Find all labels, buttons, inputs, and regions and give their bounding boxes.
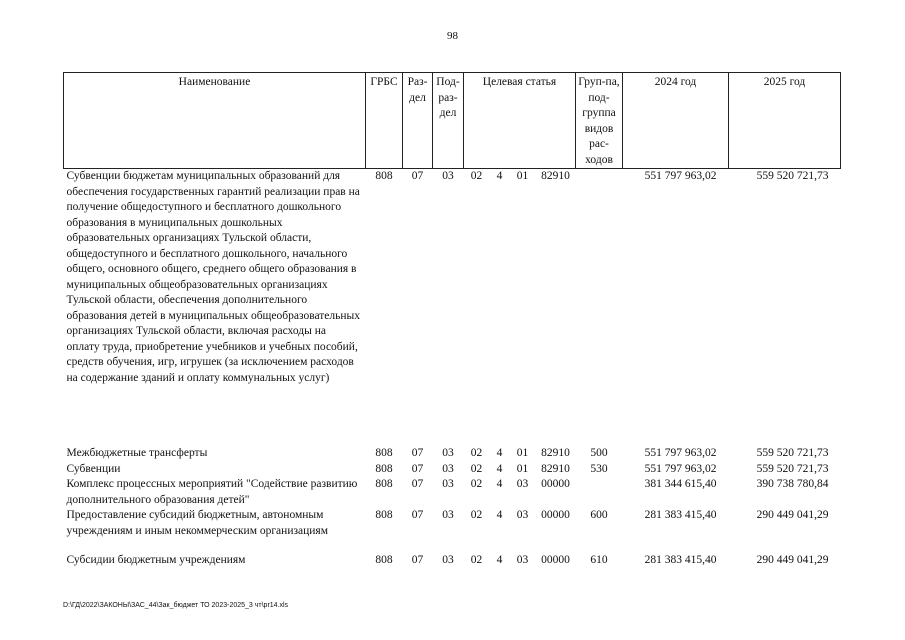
header-name: Наименование (64, 73, 366, 169)
row-target-4: 00000 (541, 509, 570, 521)
row-podrazdel: 03 (442, 170, 454, 182)
row-group (576, 477, 623, 508)
row-2025: 290 449 041,29 (756, 554, 829, 566)
row-group: 610 (590, 554, 608, 566)
row-razdel: 07 (411, 478, 424, 490)
row-podrazdel: 03 (442, 509, 454, 521)
budget-table (63, 72, 841, 569)
header-grbs: ГРБС (366, 73, 403, 169)
row-grbs: 808 (375, 478, 393, 490)
row-target-4: 82910 (541, 447, 570, 459)
row-name: Субвенции (66, 462, 121, 475)
row-2024: 281 383 415,40 (644, 554, 717, 566)
row-target-3: 01 (516, 170, 529, 182)
row-2025: 390 738 780,84 (756, 478, 829, 490)
row-target-1: 02 (470, 170, 483, 182)
row-razdel: 07 (411, 462, 424, 475)
header-2024: 2024 год (623, 73, 729, 169)
row-2025: 290 449 041,29 (756, 509, 829, 521)
header-2025: 2025 год (729, 73, 841, 169)
row-razdel: 07 (411, 170, 424, 182)
row-target-1: 02 (470, 478, 483, 490)
row-2024: 551 797 963,02 (644, 462, 717, 475)
table-row (64, 508, 841, 539)
row-group: 500 (590, 447, 608, 459)
row-name: Субвенции бюджетам муниципальных образований для обеспечения государственных гарантий реализации прав на получение общедоступного и бесплатного дошкольного образования в муниципальных дошкольных образовательных организациях Тульской области, общедоступного и бесплатного дошкольного, начального общего, основного общего, среднего общего образования в муниципальных общеобразовательных организациях Тульской области, обеспечения дополнительного образования детей в муниципальных общеобразовательных организациях Тульской области, включая расходы на оплату труда, приобретение учебников и учебных пособий, средств обучения, игр, игрушек (за исключением расходов на содержание зданий и оплату коммунальных услуг) (66, 170, 361, 384)
table-row (64, 553, 841, 569)
table-row (64, 462, 841, 478)
row-razdel: 07 (411, 447, 424, 459)
row-target-4: 00000 (541, 478, 570, 490)
row-target-2: 4 (496, 170, 503, 182)
row-name: Предоставление субсидий бюджетным, автономным учреждениям и иным некоммерческим организациям (66, 509, 328, 537)
row-target-4: 00000 (541, 554, 570, 566)
spacer-row (64, 386, 841, 446)
row-razdel: 07 (411, 554, 424, 566)
row-target-3: 01 (516, 462, 529, 475)
row-grbs: 808 (375, 554, 393, 566)
row-target-4: 82910 (541, 170, 570, 182)
row-target-2: 4 (496, 509, 503, 521)
header-razdel: Раз-дел (403, 73, 433, 169)
row-target-3: 01 (516, 447, 529, 459)
spacer-row (64, 539, 841, 553)
row-target-1: 02 (470, 554, 483, 566)
row-target-3: 03 (516, 478, 529, 490)
file-path-footer: D:\ГД\2022\ЗАКОНЫ\ЗАС_44\Зак_бюджет ТО 2023-2025_3 чт\pr14.xls (63, 602, 289, 609)
header-target: Целевая статья (464, 73, 576, 169)
row-name: Межбюджетные трансферты (66, 447, 208, 459)
row-grbs: 808 (375, 509, 393, 521)
table-header-row (64, 73, 841, 169)
row-target-1: 02 (470, 462, 483, 475)
row-target-1: 02 (470, 447, 483, 459)
row-2025: 559 520 721,73 (756, 447, 829, 459)
row-target-2: 4 (496, 447, 503, 459)
row-target-3: 03 (516, 509, 529, 521)
row-2025: 559 520 721,73 (756, 462, 829, 475)
header-podrazdel: Под-раз-дел (433, 73, 464, 169)
row-grbs: 808 (375, 170, 393, 182)
header-group: Груп-па, под-группа видов рас-ходов (576, 73, 623, 169)
row-target-2: 4 (496, 462, 503, 475)
row-name: Субсидии бюджетным учреждениям (66, 554, 246, 566)
row-group: 600 (590, 509, 608, 521)
page-number: 98 (447, 30, 458, 42)
row-grbs: 808 (375, 447, 393, 459)
row-2024: 551 797 963,02 (644, 447, 717, 459)
row-target-4: 82910 (541, 462, 570, 475)
row-podrazdel: 03 (442, 478, 454, 490)
row-group (576, 169, 623, 387)
row-podrazdel: 03 (442, 447, 454, 459)
row-2024: 381 344 615,40 (644, 478, 717, 490)
row-grbs: 808 (375, 462, 393, 475)
row-2024: 281 383 415,40 (644, 509, 717, 521)
row-target-1: 02 (470, 509, 483, 521)
table-row (64, 446, 841, 462)
row-group: 530 (590, 462, 608, 475)
row-2024: 551 797 963,02 (644, 170, 717, 182)
row-target-2: 4 (496, 478, 503, 490)
row-podrazdel: 03 (442, 462, 454, 475)
row-target-3: 03 (516, 554, 529, 566)
row-2025: 559 520 721,73 (756, 170, 829, 182)
row-target-2: 4 (496, 554, 503, 566)
table-row (64, 477, 841, 508)
row-podrazdel: 03 (442, 554, 454, 566)
row-name: Комплекс процессных мероприятий "Содействие развитию дополнительного образования детей" (66, 478, 358, 506)
table-row (64, 169, 841, 387)
row-razdel: 07 (411, 509, 424, 521)
